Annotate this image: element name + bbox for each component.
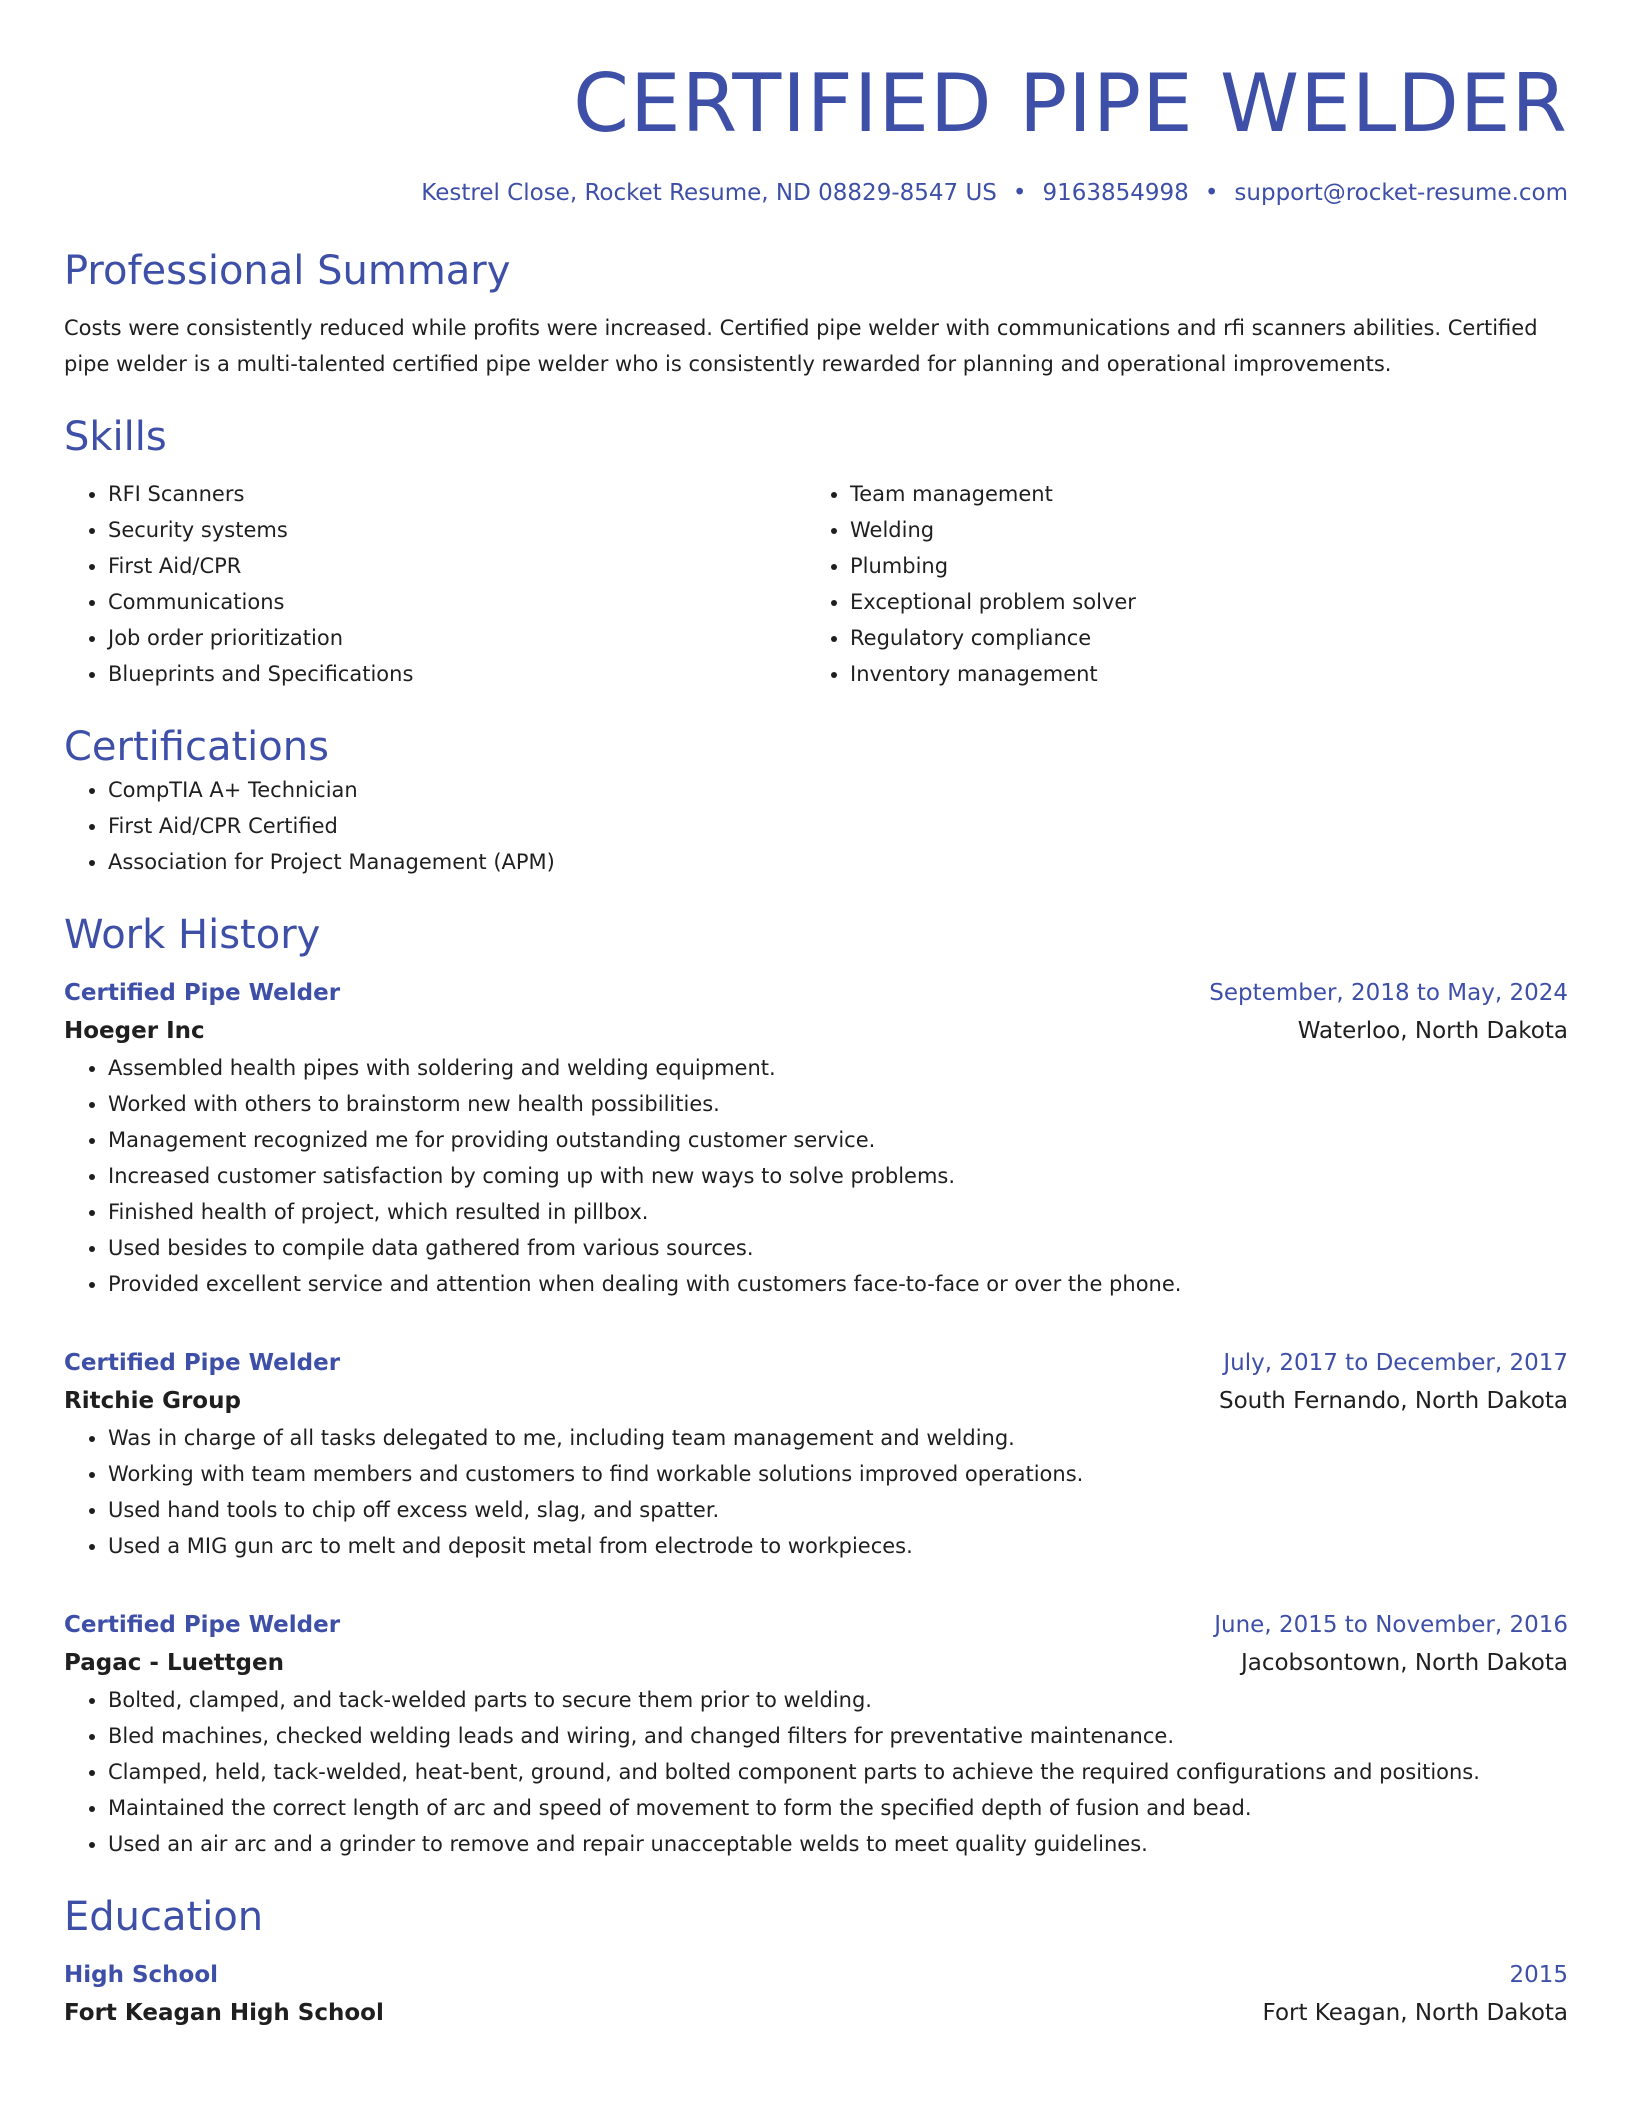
job-bullet: • Was in charge of all tasks delegated to me, including team management and welding. xyxy=(108,1420,1568,1456)
job-bullet: • Bled machines, checked welding leads and wiring, and changed filters for preventative maintenance. xyxy=(108,1718,1568,1754)
summary-section xyxy=(64,246,1568,382)
skills-column-right xyxy=(806,476,1548,692)
job-dates: June, 2015 to November, 2016 xyxy=(1214,1612,1568,1638)
education-section xyxy=(64,1892,1568,2032)
education-school: Fort Keagan High School xyxy=(64,2000,384,2026)
job-company-row xyxy=(64,1012,1568,1050)
skill-item: • Team management xyxy=(850,476,1548,512)
contact-line xyxy=(64,178,1568,208)
skills-section xyxy=(64,412,1568,692)
education-location: Fort Keagan, North Dakota xyxy=(1262,2000,1568,2026)
job-location: Waterloo, North Dakota xyxy=(1297,1018,1568,1044)
contact-separator: • xyxy=(1204,180,1219,206)
job-bullet: • Management recognized me for providing outstanding customer service. xyxy=(108,1122,1568,1158)
job-company-row xyxy=(64,1644,1568,1682)
skill-item: • RFI Scanners xyxy=(108,476,806,512)
certifications-section xyxy=(64,722,1568,880)
job-bullet: • Worked with others to brainstorm new health possibilities. xyxy=(108,1086,1568,1122)
job-title: Certified Pipe Welder xyxy=(64,1612,341,1638)
education-entry xyxy=(64,1956,1568,2032)
job-bullets xyxy=(64,1420,1568,1564)
contact-address: Kestrel Close, Rocket Resume, ND 08829-8547 US xyxy=(421,180,997,206)
job-title: Certified Pipe Welder xyxy=(64,980,341,1006)
job-bullets xyxy=(64,1050,1568,1302)
work-history-heading: Work History xyxy=(64,912,321,958)
job-entry xyxy=(64,974,1568,1302)
skill-item: • Inventory management xyxy=(850,656,1548,692)
education-year: 2015 xyxy=(1509,1962,1568,1988)
job-company-row xyxy=(64,1382,1568,1420)
education-degree-row xyxy=(64,1956,1568,1994)
job-company: Hoeger Inc xyxy=(64,1018,205,1044)
job-entry xyxy=(64,1344,1568,1564)
summary-text: Costs were consistently reduced while profits were increased. Certified pipe welder with communications and rfi scanners abilities. Certified pipe welder is a multi-talented certified pipe welder who is consistently rewarded for planning and operational improvements. xyxy=(64,316,1538,376)
contact-phone: 9163854998 xyxy=(1042,180,1189,206)
education-heading: Education xyxy=(64,1894,264,1940)
certification-item: • First Aid/CPR Certified xyxy=(108,808,1568,844)
contact-email: support@rocket-resume.com xyxy=(1234,180,1568,206)
job-bullet: • Increased customer satisfaction by coming up with new ways to solve problems. xyxy=(108,1158,1568,1194)
certification-item: • Association for Project Management (APM) xyxy=(108,844,1568,880)
education-school-row xyxy=(64,1994,1568,2032)
job-title-row xyxy=(64,974,1568,1012)
contact-separator: • xyxy=(1012,180,1027,206)
job-location: South Fernando, North Dakota xyxy=(1219,1388,1568,1414)
job-bullets xyxy=(64,1682,1568,1862)
job-bullet: • Provided excellent service and attention when dealing with customers face-to-face or over the phone. xyxy=(108,1266,1568,1302)
skill-item: • Exceptional problem solver xyxy=(850,584,1548,620)
skill-item: • Blueprints and Specifications xyxy=(108,656,806,692)
skill-item: • Job order prioritization xyxy=(108,620,806,656)
job-entry xyxy=(64,1606,1568,1862)
skill-item: • First Aid/CPR xyxy=(108,548,806,584)
job-bullet: • Finished health of project, which resulted in pillbox. xyxy=(108,1194,1568,1230)
job-location: Jacobsontown, North Dakota xyxy=(1240,1650,1568,1676)
skills-list-left xyxy=(64,476,806,692)
job-bullet: • Maintained the correct length of arc and speed of movement to form the specified depth of fusion and bead. xyxy=(108,1790,1568,1826)
job-bullet: • Working with team members and customers to find workable solutions improved operations. xyxy=(108,1456,1568,1492)
job-dates: July, 2017 to December, 2017 xyxy=(1223,1350,1568,1376)
job-title: Certified Pipe Welder xyxy=(64,1350,341,1376)
job-bullet: • Used a MIG gun arc to melt and deposit metal from electrode to workpieces. xyxy=(108,1528,1568,1564)
job-company: Pagac - Luettgen xyxy=(64,1650,284,1676)
certifications-list xyxy=(64,772,1568,880)
summary-heading: Professional Summary xyxy=(64,248,511,294)
skills-list-right xyxy=(806,476,1548,692)
job-bullet: • Used besides to compile data gathered from various sources. xyxy=(108,1230,1568,1266)
resume-name: CERTIFIED PIPE WELDER xyxy=(573,57,1568,150)
job-title-row xyxy=(64,1344,1568,1382)
skills-heading: Skills xyxy=(64,414,167,460)
job-bullet: • Used an air arc and a grinder to remove and repair unacceptable welds to meet quality guidelines. xyxy=(108,1826,1568,1862)
job-bullet: • Clamped, held, tack-welded, heat-bent, ground, and bolted component parts to achieve the required configurations and positions. xyxy=(108,1754,1568,1790)
job-dates: September, 2018 to May, 2024 xyxy=(1209,980,1568,1006)
work-history-section xyxy=(64,910,1568,1862)
certifications-heading: Certifications xyxy=(64,724,329,770)
skills-column-left xyxy=(64,476,806,692)
skills-grid xyxy=(64,476,1568,692)
skill-item: • Communications xyxy=(108,584,806,620)
job-title-row xyxy=(64,1606,1568,1644)
skill-item: • Welding xyxy=(850,512,1548,548)
skill-item: • Plumbing xyxy=(850,548,1548,584)
job-company: Ritchie Group xyxy=(64,1388,241,1414)
job-bullet: • Used hand tools to chip off excess weld, slag, and spatter. xyxy=(108,1492,1568,1528)
certification-item: • CompTIA A+ Technician xyxy=(108,772,1568,808)
job-bullet: • Bolted, clamped, and tack-welded parts to secure them prior to welding. xyxy=(108,1682,1568,1718)
skill-item: • Regulatory compliance xyxy=(850,620,1548,656)
skill-item: • Security systems xyxy=(108,512,806,548)
job-bullet: • Assembled health pipes with soldering and welding equipment. xyxy=(108,1050,1568,1086)
education-degree: High School xyxy=(64,1962,219,1988)
resume-header xyxy=(64,58,1568,208)
